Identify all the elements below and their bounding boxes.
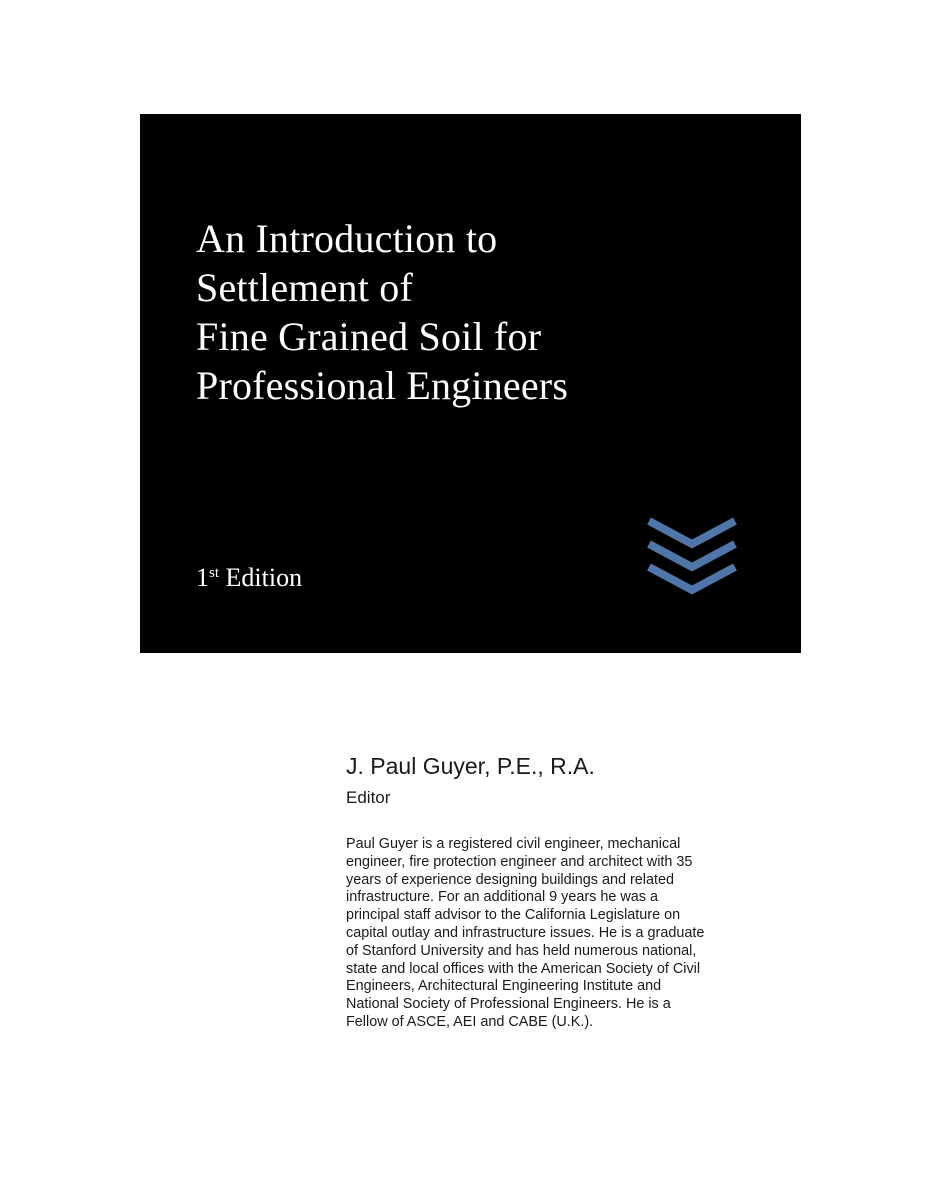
author-block [346, 752, 776, 809]
edition-suffix: st [209, 565, 220, 581]
triple-chevron-down-icon [647, 516, 737, 600]
bio-line: of Stanford University and has held numerous national, [346, 942, 697, 959]
author-bio [346, 836, 776, 1032]
edition-label [196, 562, 302, 594]
book-title [196, 214, 568, 410]
author-name: J. Paul Guyer, P.E., R.A. [346, 753, 595, 779]
bio-line: engineer, fire protection engineer and architect with 35 [346, 853, 693, 870]
cover-panel [140, 114, 801, 653]
author-role: Editor [346, 788, 391, 807]
bio-line: state and local offices with the American Society of Civil [346, 960, 701, 977]
edition-text: Edition [219, 563, 303, 592]
title-line: An Introduction to [196, 216, 498, 261]
edition-number: 1 [196, 563, 209, 592]
title-line: Settlement of [196, 265, 413, 310]
chevron-top [649, 521, 735, 544]
title-line: Professional Engineers [196, 363, 569, 408]
bio-line: years of experience designing buildings and related [346, 871, 675, 888]
bio-line: Paul Guyer is a registered civil engineer, mechanical [346, 836, 681, 852]
bio-line: Engineers, Architectural Engineering Institute and [346, 978, 662, 995]
bio-line: capital outlay and infrastructure issues. He is a graduate [346, 924, 705, 941]
bio-line: principal staff advisor to the California Legislature on [346, 907, 681, 924]
title-line: Fine Grained Soil for [196, 314, 542, 359]
bio-line: infrastructure. For an additional 9 years he was a [346, 889, 658, 906]
bio-line: National Society of Professional Engineers. He is a [346, 996, 671, 1013]
bio-line: Fellow of ASCE, AEI and CABE (U.K.). [346, 1013, 594, 1030]
